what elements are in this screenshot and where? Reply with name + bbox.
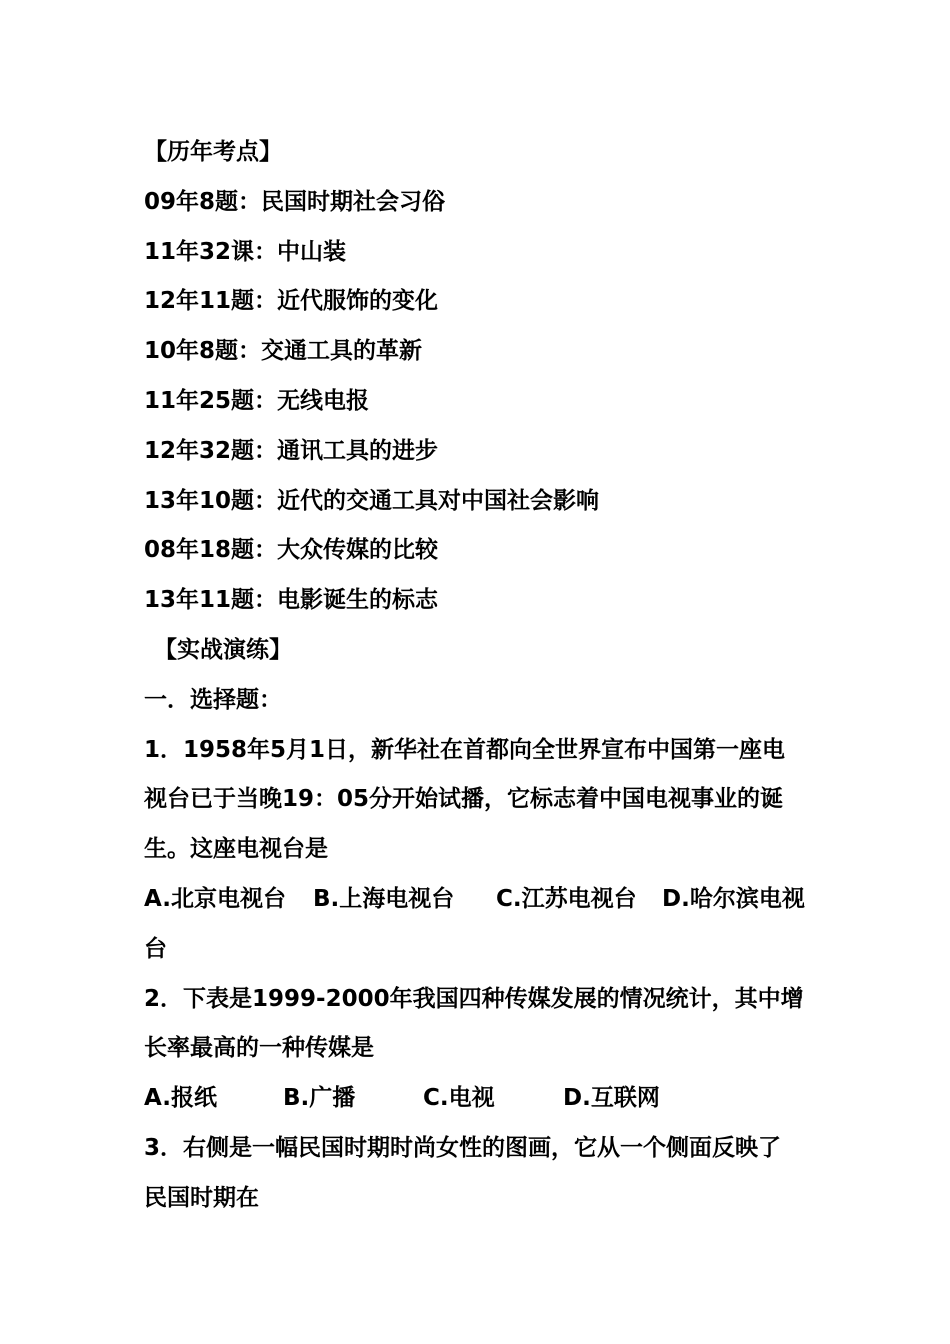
practice-heading: 【实战演练】 <box>154 636 292 663</box>
choice-section-title: 一．选择题： <box>144 686 282 713</box>
past-point-item: 12年32题：通讯工具的进步 <box>144 437 439 464</box>
question-1-option-c: C.江苏电视台 <box>496 885 637 912</box>
past-point-item: 13年10题：近代的交通工具对中国社会影响 <box>144 487 600 514</box>
past-points-heading: 【历年考点】 <box>144 139 282 165</box>
question-1-line-1: 1．1958年5月1日，新华社在首都向全世界宣布中国第一座电 <box>144 736 786 763</box>
past-point-item: 12年11题：近代服饰的变化 <box>144 288 439 315</box>
question-1-line-2: 视台已于当晚19：05分开始试播，它标志着中国电视事业的诞 <box>144 786 784 813</box>
past-point-item: 11年32课：中山装 <box>144 238 347 265</box>
past-point-item: 10年8题：交通工具的革新 <box>144 338 423 365</box>
question-2-line-1: 2．下表是1999-2000年我国四种传媒发展的情况统计，其中增 <box>144 985 804 1012</box>
question-1-line-3: 生。这座电视台是 <box>144 836 328 863</box>
question-2-option-d: D.互联网 <box>563 1085 660 1112</box>
question-1-option-wrap: 台 <box>144 935 167 962</box>
question-2-option-b: B.广播 <box>283 1085 356 1112</box>
past-point-item: 09年8题：民国时期社会习俗 <box>144 188 446 215</box>
question-1-options <box>144 875 814 925</box>
past-point-item: 13年11题：电影诞生的标志 <box>144 587 439 614</box>
past-point-item: 11年25题：无线电报 <box>144 387 370 414</box>
past-point-item: 08年18题：大众传媒的比较 <box>144 537 439 564</box>
question-1-option-d: D.哈尔滨电视 <box>662 885 805 912</box>
question-1-option-a: A.北京电视台 <box>144 885 286 912</box>
question-1-option-b: B.上海电视台 <box>313 885 455 912</box>
document-content <box>144 128 814 1224</box>
question-3-line-1: 3．右侧是一幅民国时期时尚女性的图画，它从一个侧面反映了 <box>144 1134 782 1161</box>
question-2-line-2: 长率最高的一种传媒是 <box>144 1035 374 1062</box>
question-2-option-c: C.电视 <box>423 1085 495 1112</box>
question-2-option-a: A.报纸 <box>144 1085 217 1112</box>
question-2-options <box>144 1074 814 1124</box>
question-3-line-2: 民国时期在 <box>144 1184 259 1211</box>
